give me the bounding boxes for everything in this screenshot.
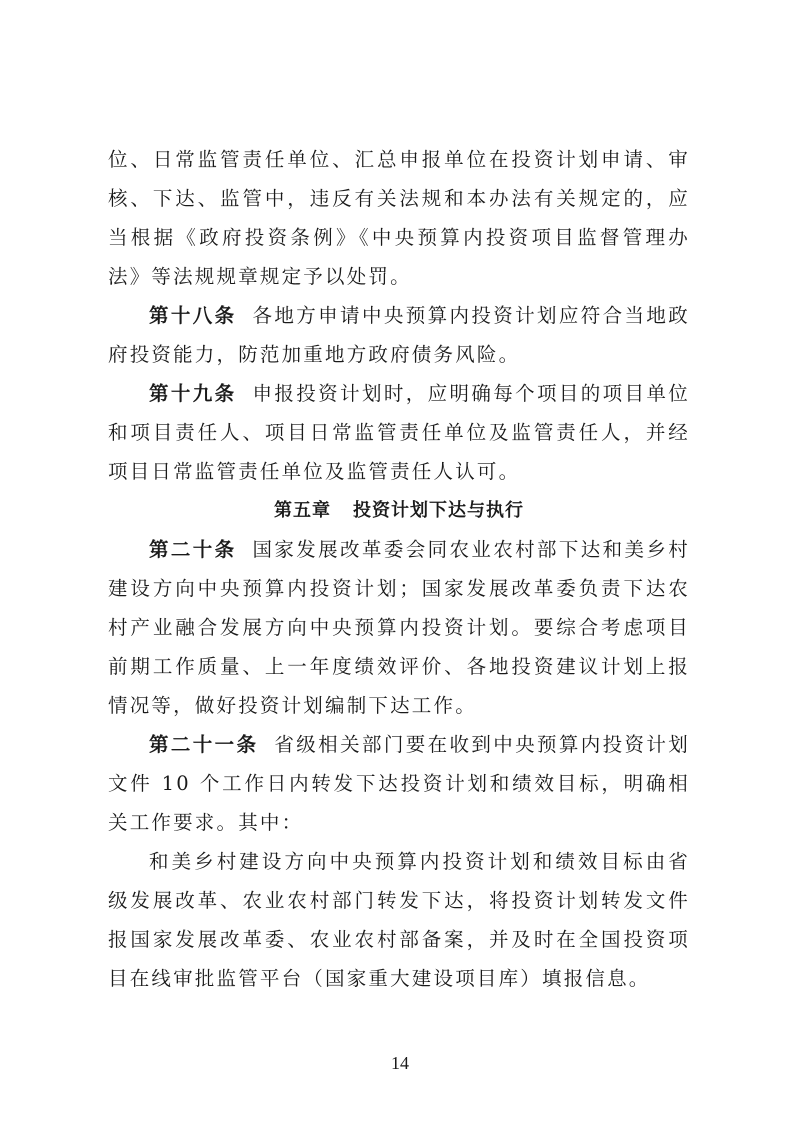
chapter-heading	[108, 491, 690, 530]
article-18-heading: 第十八条	[149, 304, 237, 327]
article-20	[108, 530, 690, 725]
article-18-body: 各地方申请中央预算内投资计划应符合当地政府投资能力，防范加重地方政府债务风险。	[108, 304, 690, 366]
article-20-heading: 第二十条	[149, 538, 237, 561]
article-18	[108, 296, 690, 374]
article-19-heading: 第十九条	[149, 382, 237, 405]
article-19	[108, 374, 690, 491]
chapter-title: 投资计划下达与执行	[353, 500, 524, 521]
chapter-number: 第五章	[274, 500, 331, 521]
paragraph-final: 和美乡村建设方向中央预算内投资计划和绩效目标由省级发展改革、农业农村部门转发下达，将投资计划转发文件报国家发展改革委、农业农村部备案，并及时在全国投资项目在线审批监管平台（国家重大建设项目库）填报信息。	[108, 850, 690, 990]
article-21-body: 省级相关部门要在收到中央预算内投资计划文件 10 个工作日内转发下达投资计划和绩效目标，明确相关工作要求。其中：	[108, 733, 690, 834]
article-21-heading: 第二十一条	[149, 733, 259, 756]
article-20-body: 国家发展改革委会同农业农村部下达和美乡村建设方向中央预算内投资计划；国家发展改革委负责下达农村产业融合发展方向中央预算内投资计划。要综合考虑项目前期工作质量、上一年度绩效评价、各地投资建议计划上报情况等，做好投资计划编制下达工作。	[108, 538, 690, 717]
article-21	[108, 725, 690, 842]
page-number: 14	[391, 1053, 409, 1073]
article-19-body: 申报投资计划时，应明确每个项目的项目单位和项目责任人、项目日常监管责任单位及监管责任人，并经项目日常监管责任单位及监管责任人认可。	[108, 382, 690, 483]
paragraph-continuation: 位、日常监管责任单位、汇总申报单位在投资计划申请、审核、下达、监管中，违反有关法规和本办法有关规定的，应当根据《政府投资条例》《中央预算内投资项目监督管理办法》等法规规章规定予以处罚。	[108, 148, 690, 288]
document-page	[108, 140, 690, 998]
